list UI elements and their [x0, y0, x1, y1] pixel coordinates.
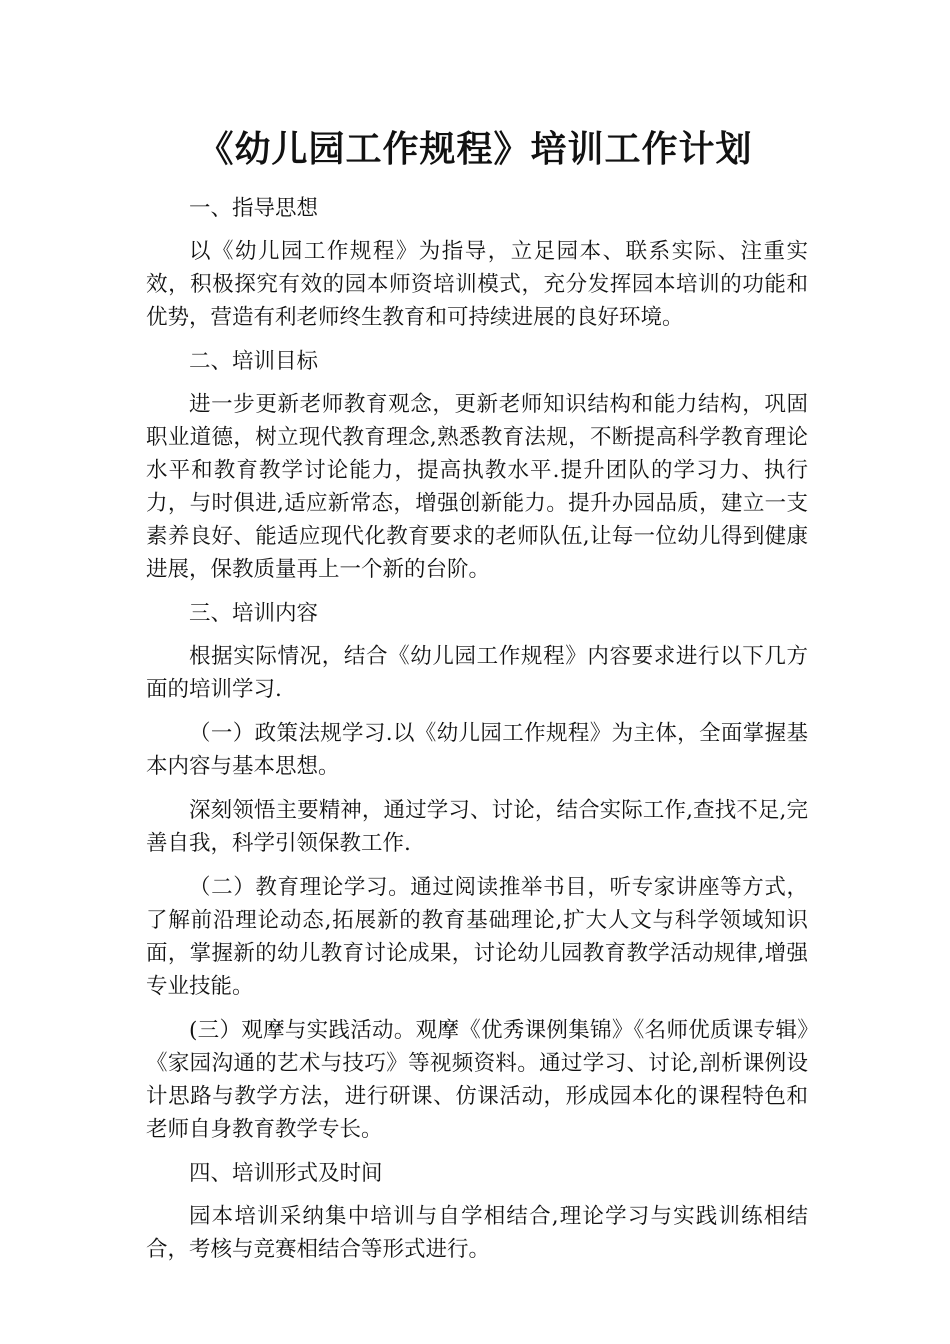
section-heading-guiding-ideology: 一、指导思想: [189, 196, 319, 221]
paragraph-policy-study-detail: 深刻领悟主要精神，通过学习、讨论，结合实际工作,查找不足,完善自我，科学引领保教工作.: [146, 798, 808, 856]
paragraph-guiding-ideology: 以《幼儿园工作规程》为指导，立足园本、联系实际、注重实效，积极探究有效的园本师资培训模式，充分发挥园本培训的功能和优势，营造有利老师终生教育和可持续进展的良好环境。: [146, 239, 808, 330]
section-heading-training-format: 四、培训形式及时间: [189, 1161, 383, 1186]
paragraph-observation-practice: (三）观摩与实践活动。观摩《优秀课例集锦》《名师优质课专辑》《家园沟通的艺术与技巧》等视频资料。通过学习、讨论,剖析课例设计思路与教学方法，进行研课、仿课活动，形成园本化的课程特色和老师自身教育教学专长。: [146, 1018, 808, 1142]
document-title: 《幼儿园工作规程》培训工作计划: [197, 128, 753, 170]
section-heading-training-goals: 二、培训目标: [189, 349, 319, 374]
paragraph-training-content-intro: 根据实际情况，结合《幼儿园工作规程》内容要求进行以下几方面的培训学习.: [146, 644, 808, 702]
paragraph-theory-study: （二）教育理论学习。通过阅读推举书目，听专家讲座等方式，了解前沿理论动态,拓展新的教育基础理论,扩大人文与科学领域知识面，掌握新的幼儿教育讨论成果，讨论幼儿园教育教学活动规律,增强专业技能。: [146, 875, 808, 999]
paragraph-training-format: 园本培训采纳集中培训与自学相结合,理论学习与实践训练相结合，考核与竞赛相结合等形式进行。: [146, 1204, 808, 1262]
document-body: [146, 192, 808, 1277]
section-heading-training-content: 三、培训内容: [189, 601, 319, 626]
paragraph-training-goals: 进一步更新老师教育观念，更新老师知识结构和能力结构，巩固职业道德，树立现代教育理念,熟悉教育法规，不断提高科学教育理论水平和教育教学讨论能力，提高执教水平.提升团队的学习力、执行力，与时俱进,适应新常态，增强创新能力。提升办园品质，建立一支素养良好、能适应现代化教育要求的老师队伍,让每一位幼儿得到健康进展，保教质量再上一个新的台阶。: [146, 392, 808, 582]
paragraph-policy-study: （一）政策法规学习.以《幼儿园工作规程》为主体，全面掌握基本内容与基本思想。: [146, 721, 808, 779]
